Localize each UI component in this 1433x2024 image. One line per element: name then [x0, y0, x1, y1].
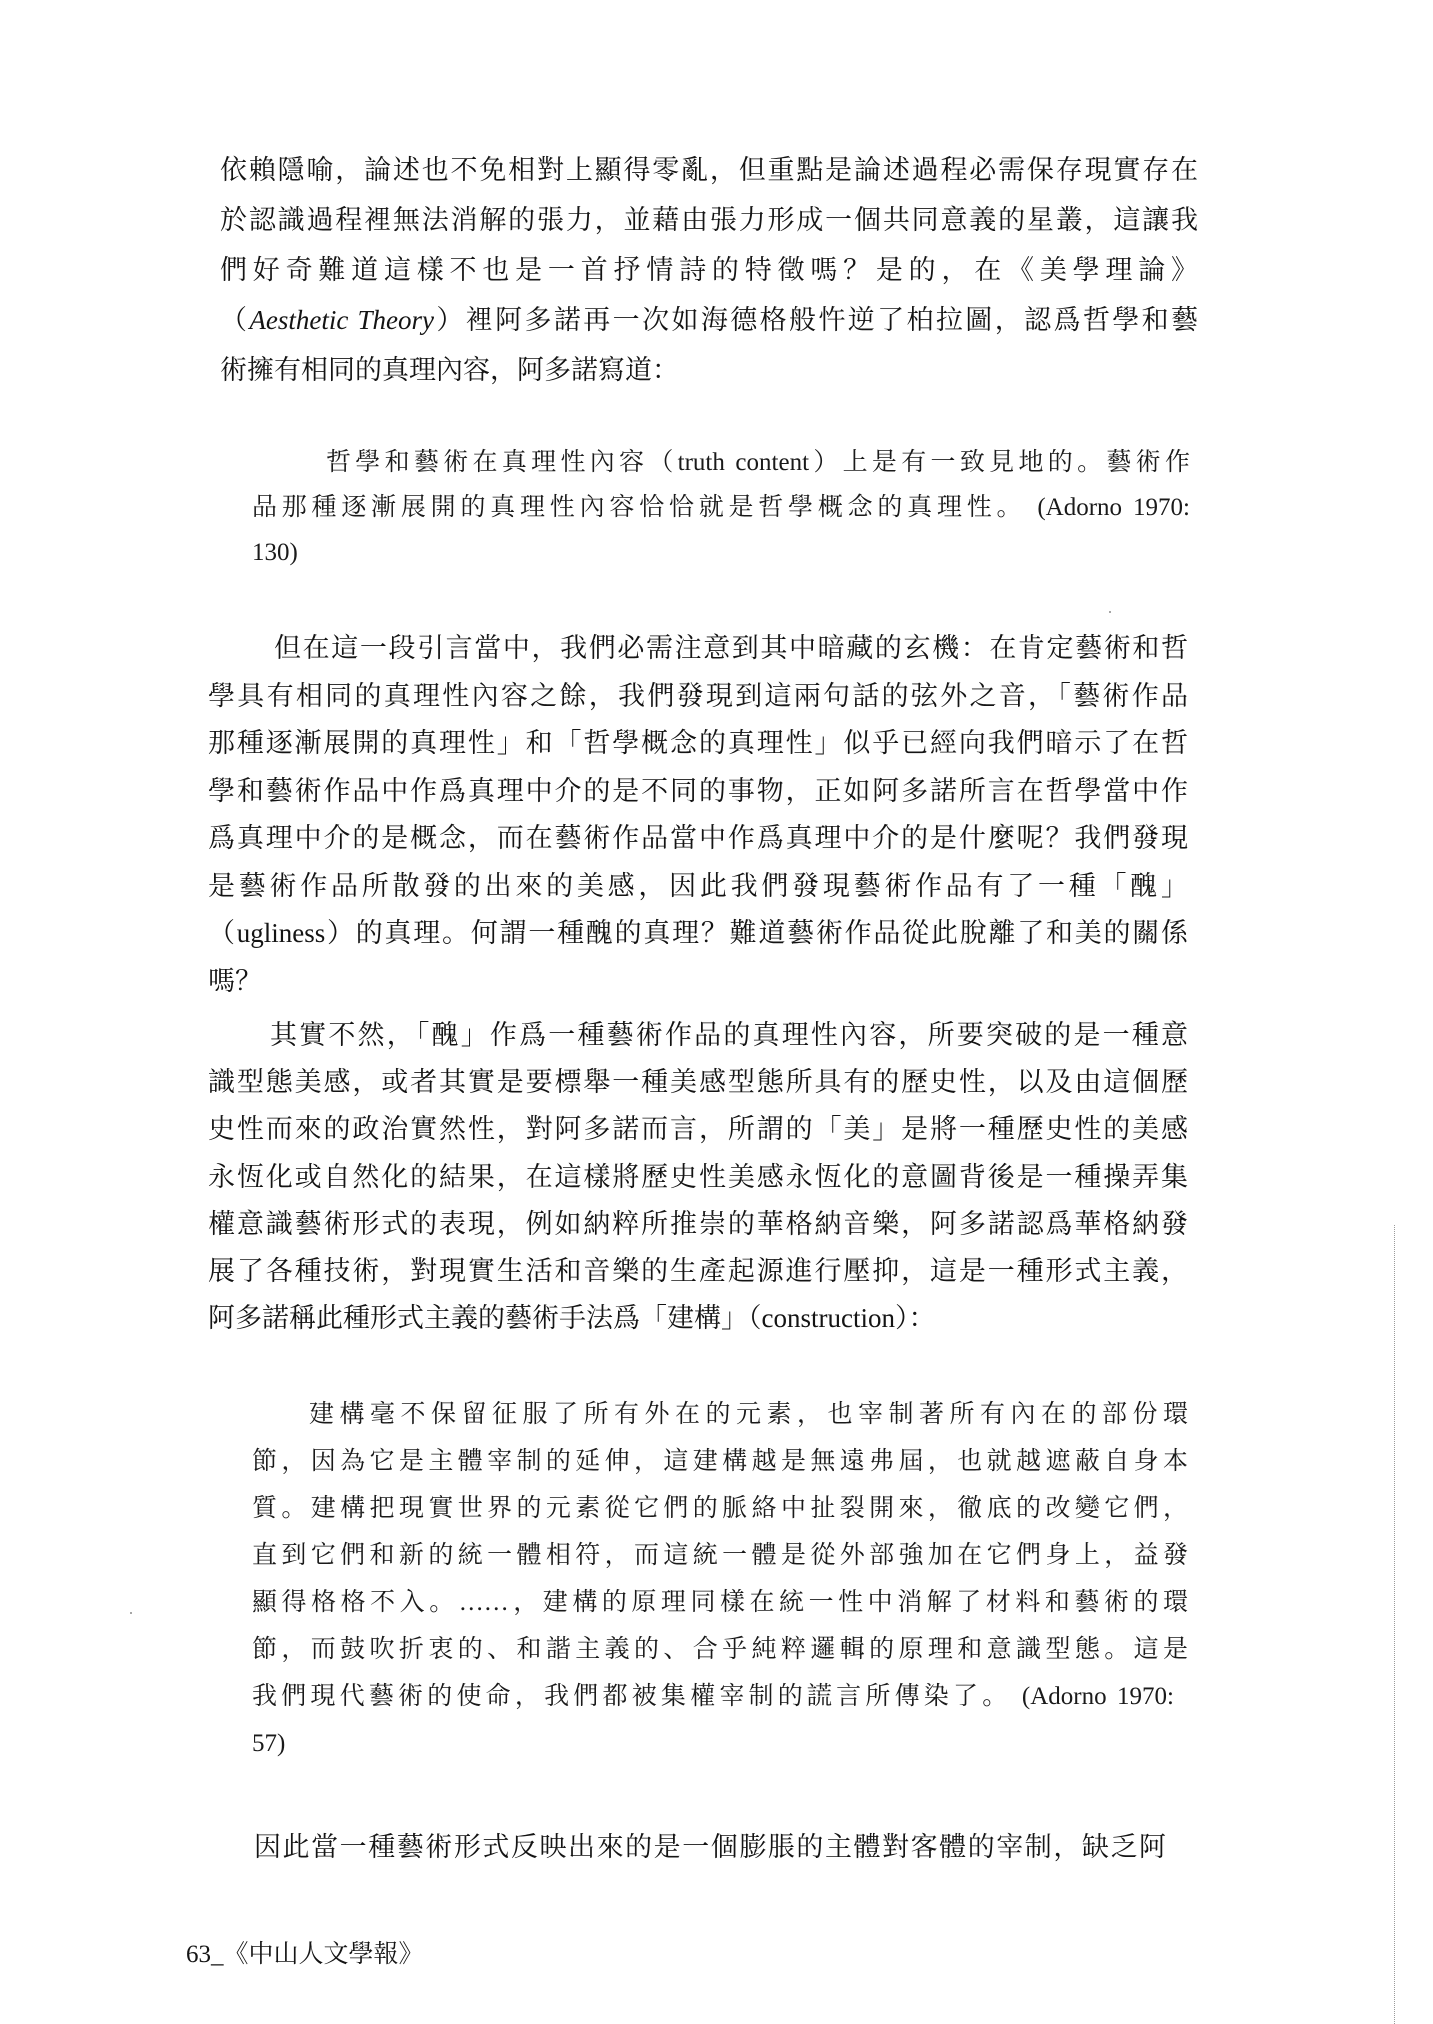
quote-line: 130): [252, 539, 298, 566]
paragraph-line: 們好奇難道這樣不也是一首抒情詩的特徵嗎？是的，在《美學理論》: [220, 255, 1198, 285]
book-title-english: Aesthetic Theory: [249, 305, 434, 335]
page-footer: 63_《中山人文學報》: [186, 1941, 424, 1968]
quote-line: 我們現代藝術的使命，我們都被集權宰制的謊言所傳染了。 (Adorno 1970:: [252, 1683, 1174, 1710]
paragraph-line: 依賴隱喻，論述也不免相對上顯得零亂，但重點是論述過程必需保存現實存在: [220, 155, 1198, 185]
quote-line: 節，因為它是主體宰制的延伸，這建構越是無遠弗屆，也就越遮蔽自身本: [252, 1448, 1188, 1475]
paragraph-line: 因此當一種藝術形式反映出來的是一個膨脹的主體對客體的宰制，缺乏阿: [254, 1832, 1166, 1862]
body-paragraph-2: [208, 625, 1188, 1005]
paragraph-line: （ugliness）的真理。何謂一種醜的真理？難道藝術作品從此脫離了和美的關係: [208, 918, 1188, 948]
paragraph-line: [220, 295, 1198, 345]
paragraph-line: 嗎？: [208, 965, 262, 996]
scan-speck: [1109, 611, 1111, 613]
paragraph-line: 那種逐漸展開的真理性」和「哲學概念的真理性」似乎已經向我們暗示了在哲: [208, 728, 1188, 758]
paragraph-line: 識型態美感，或者其實是要標舉一種美感型態所具有的歷史性，以及由這個歷: [208, 1067, 1188, 1098]
paragraph-line: 展了各種技術，對現實生活和音樂的生產起源進行壓抑，這是一種形式主義，: [208, 1255, 1188, 1286]
quote-line: 建構毫不保留征服了所有外在的元素，也宰制著所有內在的部份環: [309, 1401, 1188, 1428]
scan-speck: [130, 1612, 132, 1614]
block-quote-1: [252, 440, 1190, 575]
paragraph-line: 但在這一段引言當中，我們必需注意到其中暗藏的玄機：在肯定藝術和哲: [274, 633, 1188, 663]
body-paragraph-1: [220, 145, 1198, 395]
paragraph-line: 史性而來的政治實然性，對阿多諾而言，所謂的「美」是將一種歷史性的美感: [208, 1114, 1188, 1145]
paren-open: （: [220, 305, 250, 335]
quote-line: 直到它們和新的統一體相符，而這統一體是從外部強加在它們身上，益發: [252, 1542, 1188, 1569]
line-text: ）裡阿多諾再一次如海德格般忤逆了柏拉圖，認爲哲學和藝: [433, 305, 1199, 335]
scan-edge-line: [1394, 1225, 1395, 2024]
quote-line: 質。建構把現實世界的元素從它們的脈絡中扯裂開來，徹底的改變它們，: [252, 1495, 1188, 1522]
quote-line: 節，而鼓吹折衷的、和諧主義的、合乎純粹邏輯的原理和意識型態。這是: [252, 1636, 1188, 1663]
paragraph-line: 其實不然，「醜」作爲一種藝術作品的真理性內容，所要突破的是一種意: [270, 1020, 1188, 1050]
paragraph-line: 永恆化或自然化的結果，在這樣將歷史性美感永恆化的意圖背後是一種操弄集: [208, 1161, 1188, 1192]
quote-line: 品那種逐漸展開的真理性內容恰恰就是哲學概念的真理性。 (Adorno 1970:: [252, 494, 1190, 521]
paragraph-line: 爲真理中介的是概念，而在藝術作品當中作爲真理中介的是什麼呢？我們發現: [208, 823, 1188, 853]
paragraph-line: 學和藝術作品中作爲真理中介的是不同的事物，正如阿多諾所言在哲學當中作: [208, 775, 1188, 806]
paragraph-line: 術擁有相同的真理內容，阿多諾寫道：: [220, 355, 679, 385]
paragraph-line: 學具有相同的真理性內容之餘，我們發現到這兩句話的弦外之音，「藝術作品: [208, 680, 1188, 711]
quote-line: 哲學和藝術在真理性內容（truth content）上是有一致見地的。藝術作: [326, 449, 1190, 476]
body-paragraph-4: [254, 1824, 1166, 1871]
paragraph-line: 是藝術作品所散發的出來的美感，因此我們發現藝術作品有了一種「醜」: [208, 870, 1188, 901]
paragraph-line: 權意識藝術形式的表現，例如納粹所推崇的華格納音樂，阿多諾認爲華格納發: [208, 1208, 1188, 1239]
quote-line: 顯得格格不入。……，建構的原理同樣在統一性中消解了材料和藝術的環: [252, 1589, 1188, 1616]
block-quote-2: [252, 1391, 1188, 1767]
quote-line: 57): [252, 1730, 286, 1757]
body-paragraph-3: [208, 1012, 1188, 1342]
paragraph-line: 阿多諾稱此種形式主義的藝術手法爲「建構」（construction）：: [208, 1303, 936, 1334]
paragraph-line: 於認識過程裡無法消解的張力，並藉由張力形成一個共同意義的星叢，這讓我: [220, 205, 1198, 235]
